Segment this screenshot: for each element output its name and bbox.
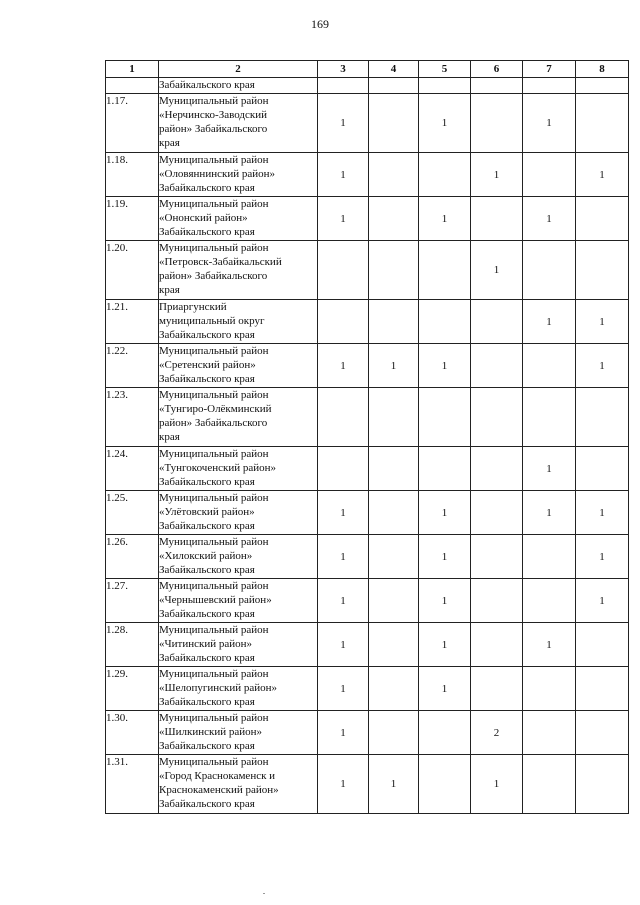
value-cell [419,153,471,197]
value-cell [471,579,523,623]
value-cell: 1 [318,491,369,535]
value-cell [369,197,419,241]
region-name-line: «Шелопугинский район» [159,682,278,694]
value-cell: 1 [419,491,471,535]
value-cell: 1 [318,711,369,755]
column-header: 7 [523,61,576,78]
region-name-line: Муниципальный район [159,448,269,460]
region-name-cell [159,755,318,814]
row-number-cell: 1.24. [106,447,159,491]
value-cell: 1 [318,623,369,667]
value-cell: 1 [318,94,369,153]
region-name-line: Краснокаменский район» [159,784,279,796]
value-cell [576,711,629,755]
table-row [106,94,629,153]
value-cell: 1 [576,153,629,197]
value-cell [318,447,369,491]
column-header: 2 [159,61,318,78]
value-cell [369,579,419,623]
value-cell: 1 [419,94,471,153]
region-name-cell [159,153,318,197]
value-cell: 1 [419,623,471,667]
region-name-line: Муниципальный район [159,198,269,210]
table-row [106,667,629,711]
value-cell: 1 [419,344,471,388]
region-name-line: «Город Краснокаменск и [159,770,276,782]
value-cell: 2 [471,711,523,755]
table-row [106,711,629,755]
value-cell: 1 [369,755,419,814]
page-number: 169 [311,17,329,31]
region-name-line: «Читинский район» [159,638,253,650]
region-name-line: «Ононский район» [159,212,248,224]
value-cell: 1 [576,535,629,579]
column-header: 6 [471,61,523,78]
value-cell: 1 [318,197,369,241]
column-header: 5 [419,61,471,78]
region-name-cell [159,94,318,153]
value-cell: 1 [318,535,369,579]
region-name-line: Забайкальского края [159,740,255,752]
value-cell [419,711,471,755]
value-cell: 1 [523,300,576,344]
value-cell [471,491,523,535]
value-cell [471,388,523,447]
region-name-line: Муниципальный район [159,345,269,357]
value-cell [471,94,523,153]
region-name-line: Муниципальный район [159,536,269,548]
region-name-line: Забайкальского края [159,608,255,620]
region-name-line: края [159,137,180,149]
row-number-cell: 1.27. [106,579,159,623]
value-cell [471,447,523,491]
value-cell [419,447,471,491]
value-cell: 1 [523,491,576,535]
table-cell [576,78,629,94]
row-number-cell: 1.28. [106,623,159,667]
region-name-line: муниципальный округ [159,315,265,327]
value-cell [369,535,419,579]
value-cell [419,241,471,300]
region-name-line: район» Забайкальского [159,417,268,429]
row-number-cell: 1.29. [106,667,159,711]
region-name-line: Муниципальный район [159,668,269,680]
value-cell: 1 [471,241,523,300]
header-row [106,61,629,78]
continuation-row [106,78,629,94]
value-cell [523,153,576,197]
region-name-cell [159,711,318,755]
region-name-line: Муниципальный район [159,624,269,636]
region-name-line: «Хилокский район» [159,550,253,562]
value-cell [471,623,523,667]
value-cell [419,388,471,447]
value-cell: 1 [318,755,369,814]
region-name-cell [159,197,318,241]
value-cell [523,755,576,814]
value-cell: 1 [523,197,576,241]
value-cell [576,667,629,711]
region-name-cell [159,535,318,579]
region-name-cell [159,300,318,344]
table-row [106,241,629,300]
region-name-line: «Чернышевский район» [159,594,272,606]
region-name-line: «Улётовский район» [159,506,255,518]
value-cell [576,94,629,153]
row-number-cell: 1.22. [106,344,159,388]
region-name-line: Забайкальского края [159,696,255,708]
value-cell [419,300,471,344]
table-cell [471,78,523,94]
table-cell [106,78,159,94]
region-name-line: «Шилкинский район» [159,726,262,738]
value-cell: 1 [318,579,369,623]
value-cell [523,535,576,579]
region-name-line: Забайкальского края [159,564,255,576]
row-number-cell: 1.21. [106,300,159,344]
region-name-line: «Нерчинско-Заводский [159,109,267,121]
table-cell [419,78,471,94]
region-name-line: Забайкальского края [159,373,255,385]
region-name-line: Муниципальный район [159,95,269,107]
value-cell [576,197,629,241]
value-cell: 1 [523,94,576,153]
region-name-line: «Тунгокоченский район» [159,462,277,474]
value-cell [471,197,523,241]
region-name-line: район» Забайкальского [159,270,268,282]
region-name-line: Приаргунский [159,301,227,313]
value-cell: 1 [419,197,471,241]
value-cell: 1 [576,579,629,623]
value-cell [419,755,471,814]
value-cell [318,241,369,300]
value-cell [369,241,419,300]
table-cell [523,78,576,94]
scan-artifact [263,893,265,894]
column-header: 8 [576,61,629,78]
value-cell: 1 [523,623,576,667]
table-row [106,197,629,241]
table-row [106,535,629,579]
value-cell [318,388,369,447]
value-cell [471,344,523,388]
region-name-cell: Забайкальского края [159,78,318,94]
value-cell [523,388,576,447]
data-table [105,60,629,814]
region-name-line: края [159,284,180,296]
region-name-line: «Тунгиро-Олёкминский [159,403,272,415]
value-cell [523,667,576,711]
row-number-cell: 1.23. [106,388,159,447]
row-number-cell: 1.26. [106,535,159,579]
column-header: 1 [106,61,159,78]
value-cell [523,241,576,300]
table-row [106,447,629,491]
value-cell: 1 [369,344,419,388]
column-header: 4 [369,61,419,78]
region-name-cell [159,491,318,535]
table-row [106,344,629,388]
value-cell [471,300,523,344]
region-name-line: Муниципальный район [159,389,269,401]
region-name-line: Муниципальный район [159,492,269,504]
value-cell [369,491,419,535]
region-name-line: Забайкальского края [159,476,255,488]
column-header: 3 [318,61,369,78]
row-number-cell: 1.19. [106,197,159,241]
value-cell: 1 [318,153,369,197]
region-name-line: Муниципальный район [159,242,269,254]
region-name-line: Забайкальского края [159,798,255,810]
row-number-cell: 1.20. [106,241,159,300]
value-cell: 1 [419,667,471,711]
value-cell: 1 [576,344,629,388]
value-cell [471,667,523,711]
value-cell [369,94,419,153]
table-row [106,755,629,814]
value-cell: 1 [523,447,576,491]
value-cell: 1 [419,579,471,623]
value-cell: 1 [576,491,629,535]
region-name-cell [159,241,318,300]
region-name-line: края [159,431,180,443]
region-name-line: Муниципальный район [159,756,269,768]
table-row [106,153,629,197]
region-name-cell [159,579,318,623]
region-name-cell [159,344,318,388]
value-cell [369,711,419,755]
table-row [106,623,629,667]
table-row [106,300,629,344]
row-number-cell: 1.30. [106,711,159,755]
table-cell [369,78,419,94]
region-name-cell [159,623,318,667]
region-name-line: Забайкальского края [159,226,255,238]
region-name-line: Забайкальского края [159,182,255,194]
table-row [106,388,629,447]
value-cell [523,711,576,755]
value-cell: 1 [471,755,523,814]
value-cell [369,447,419,491]
region-name-line: «Петровск-Забайкальский [159,256,282,268]
region-name-cell [159,667,318,711]
table-row [106,491,629,535]
row-number-cell: 1.31. [106,755,159,814]
value-cell [369,153,419,197]
row-number-cell: 1.25. [106,491,159,535]
value-cell [471,535,523,579]
region-name-line: Муниципальный район [159,154,269,166]
value-cell [318,300,369,344]
value-cell [576,241,629,300]
value-cell [523,344,576,388]
region-name-line: район» Забайкальского [159,123,268,135]
value-cell [523,579,576,623]
value-cell [369,300,419,344]
value-cell: 1 [419,535,471,579]
region-name-line: Забайкальского края [159,329,255,341]
region-name-line: Забайкальского края [159,520,255,532]
value-cell: 1 [318,344,369,388]
value-cell: 1 [576,300,629,344]
value-cell [576,447,629,491]
value-cell: 1 [471,153,523,197]
region-name-line: Забайкальского края [159,652,255,664]
region-name-line: «Сретенский район» [159,359,256,371]
region-name-cell [159,447,318,491]
value-cell [576,755,629,814]
value-cell [369,388,419,447]
table-row [106,579,629,623]
value-cell [576,623,629,667]
row-number-cell: 1.18. [106,153,159,197]
region-name-line: Муниципальный район [159,580,269,592]
value-cell: 1 [318,667,369,711]
value-cell [369,667,419,711]
value-cell [369,623,419,667]
row-number-cell: 1.17. [106,94,159,153]
region-name-line: «Оловяннинский район» [159,168,275,180]
region-name-cell [159,388,318,447]
region-name-line: Муниципальный район [159,712,269,724]
value-cell [576,388,629,447]
table-cell [318,78,369,94]
